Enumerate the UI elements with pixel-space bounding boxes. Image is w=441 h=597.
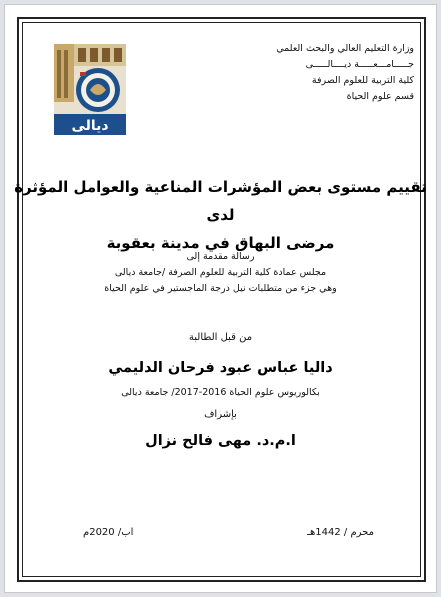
university-name: جـــــامـــعـــــة ديــــالـــــى (305, 59, 414, 70)
student-name: داليا عباس عبود فرحان الدليمي (108, 360, 333, 376)
submission-line2: مجلس عمادة كلية التربية للعلوم الصرفة /جامعة ديالى (114, 267, 327, 278)
submission-line1: رسالة مقدمة إلى (186, 251, 255, 262)
thesis-title-line1: تقييم مستوى بعض المؤشرات المناعية والعوامل المؤثرة لدى (14, 178, 427, 224)
submission-statement (5, 249, 436, 297)
document-page (4, 4, 437, 593)
thesis-title (5, 173, 436, 257)
thesis-title-line2: مرضى البهاق في مدينة بعقوبة (106, 234, 335, 252)
submission-line3: وهي جزء من متطلبات نيل درجة الماجستير في علوم الحياة (104, 283, 337, 294)
supervision-label: بإشراف (204, 409, 237, 420)
college-name: كلية التربية للعلوم الصرفة (311, 75, 414, 86)
supervisor-name: ا.م.د. مهى فالح نزال (145, 433, 296, 449)
ministry-name: وزارة التعليم العالي والبحث العلمي (276, 43, 414, 54)
hijri-date: محرم / 1442هـ (307, 527, 374, 538)
logo-text: ديالى (71, 118, 109, 134)
gregorian-date: اب/ 2020م (83, 527, 134, 538)
institution-header (276, 41, 414, 105)
by-label: من قبل الطالبة (188, 332, 253, 343)
student-degree: بكالوريوس علوم الحياة 2016-2017/ جامعة ديالى (121, 387, 320, 398)
department-name: قسم علوم الحياة (346, 91, 414, 102)
university-logo (52, 42, 128, 137)
